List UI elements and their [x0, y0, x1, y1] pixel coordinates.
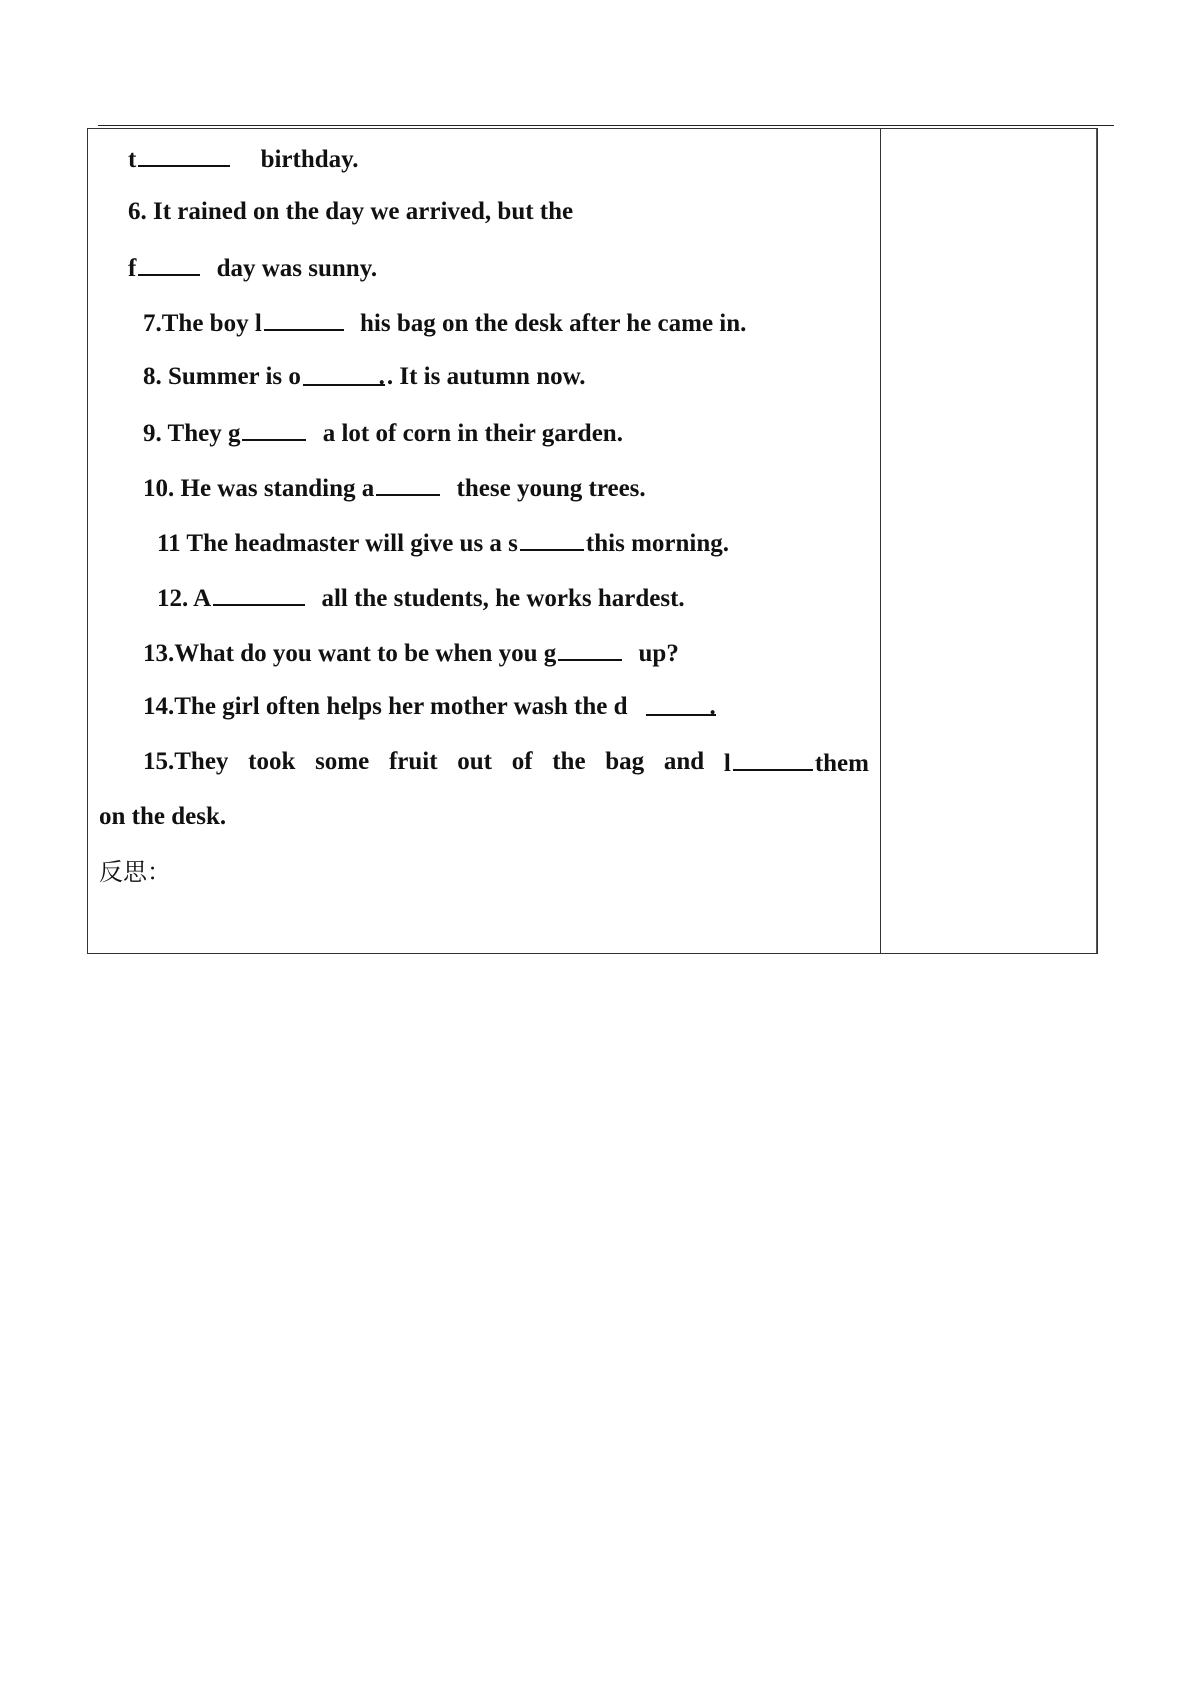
- q15-word: fruit: [388, 748, 438, 775]
- column-divider: [880, 129, 881, 953]
- q15-word: bag: [605, 748, 645, 775]
- q5-prefix: t: [128, 146, 137, 173]
- question-14: [143, 692, 718, 722]
- question-8: [143, 362, 586, 392]
- q15-prefix: l: [723, 750, 731, 777]
- q7-suffix: his bag on the desk after he came in.: [360, 310, 747, 337]
- question-6: 6. It rained on the day we arrived, but the: [128, 198, 574, 225]
- q8-blank-mark: .: [378, 363, 385, 390]
- q7-prefix: 7.The boy l: [143, 310, 262, 337]
- q9-prefix: 9. They g: [143, 420, 241, 447]
- q15-word: the: [552, 748, 586, 775]
- question-12: [157, 582, 685, 614]
- q15-word: 15.They: [143, 748, 229, 775]
- question-15-cont: on the desk.: [99, 803, 227, 830]
- answer-blank[interactable]: [733, 747, 813, 771]
- worksheet-table: [87, 128, 1098, 954]
- answer-blank[interactable]: [138, 143, 230, 167]
- question-10: [143, 472, 646, 504]
- q15-word: took: [248, 748, 296, 775]
- q5-suffix: birthday.: [260, 146, 359, 173]
- question-9: [143, 417, 623, 449]
- answer-blank[interactable]: [242, 417, 306, 441]
- answer-blank[interactable]: [138, 252, 200, 276]
- question-5-end: [128, 143, 359, 175]
- answer-blank[interactable]: [264, 307, 344, 331]
- q15-blank-group: [724, 747, 869, 779]
- question-13: [143, 637, 679, 669]
- q10-prefix: 10. He was standing a: [143, 475, 375, 502]
- q12-prefix: 12. A: [157, 585, 212, 612]
- q13-suffix: up?: [638, 640, 679, 667]
- question-11: [157, 527, 729, 559]
- q15-word: and: [663, 748, 705, 775]
- answer-blank[interactable]: [520, 527, 584, 551]
- right-column-edge: [1096, 129, 1097, 953]
- q8-suffix: . It is autumn now.: [386, 363, 586, 390]
- q13-prefix: 13.What do you want to be when you g: [143, 640, 557, 667]
- q15-suffix: them: [814, 750, 869, 777]
- q10-suffix: these young trees.: [456, 475, 646, 502]
- top-rule: [98, 125, 1114, 126]
- answer-blank[interactable]: [376, 472, 440, 496]
- q14-prefix: 14.The girl often helps her mother wash the d: [143, 693, 628, 720]
- answer-blank[interactable]: [558, 637, 622, 661]
- q8-prefix: 8. Summer is o: [143, 363, 301, 390]
- q9-suffix: a lot of corn in their garden.: [322, 420, 623, 447]
- reflection-label: 反思：: [99, 858, 171, 886]
- question-15: [143, 747, 869, 779]
- q6-prefix: f: [128, 255, 137, 282]
- answer-blank[interactable]: [303, 362, 385, 390]
- q15-word: out: [457, 748, 492, 775]
- q15-word: some: [315, 748, 370, 775]
- q15-word: of: [511, 748, 533, 775]
- answer-blank[interactable]: [213, 582, 305, 606]
- q6-suffix: day was sunny.: [216, 255, 378, 282]
- question-7: [143, 307, 746, 339]
- q11-prefix: 11 The headmaster will give us a s: [157, 530, 518, 557]
- answer-blank[interactable]: [646, 692, 716, 720]
- q14-blank-mark: .: [709, 693, 716, 720]
- q12-suffix: all the students, he works hardest.: [321, 585, 685, 612]
- question-6-cont: [128, 252, 377, 284]
- q11-suffix: this morning.: [585, 530, 730, 557]
